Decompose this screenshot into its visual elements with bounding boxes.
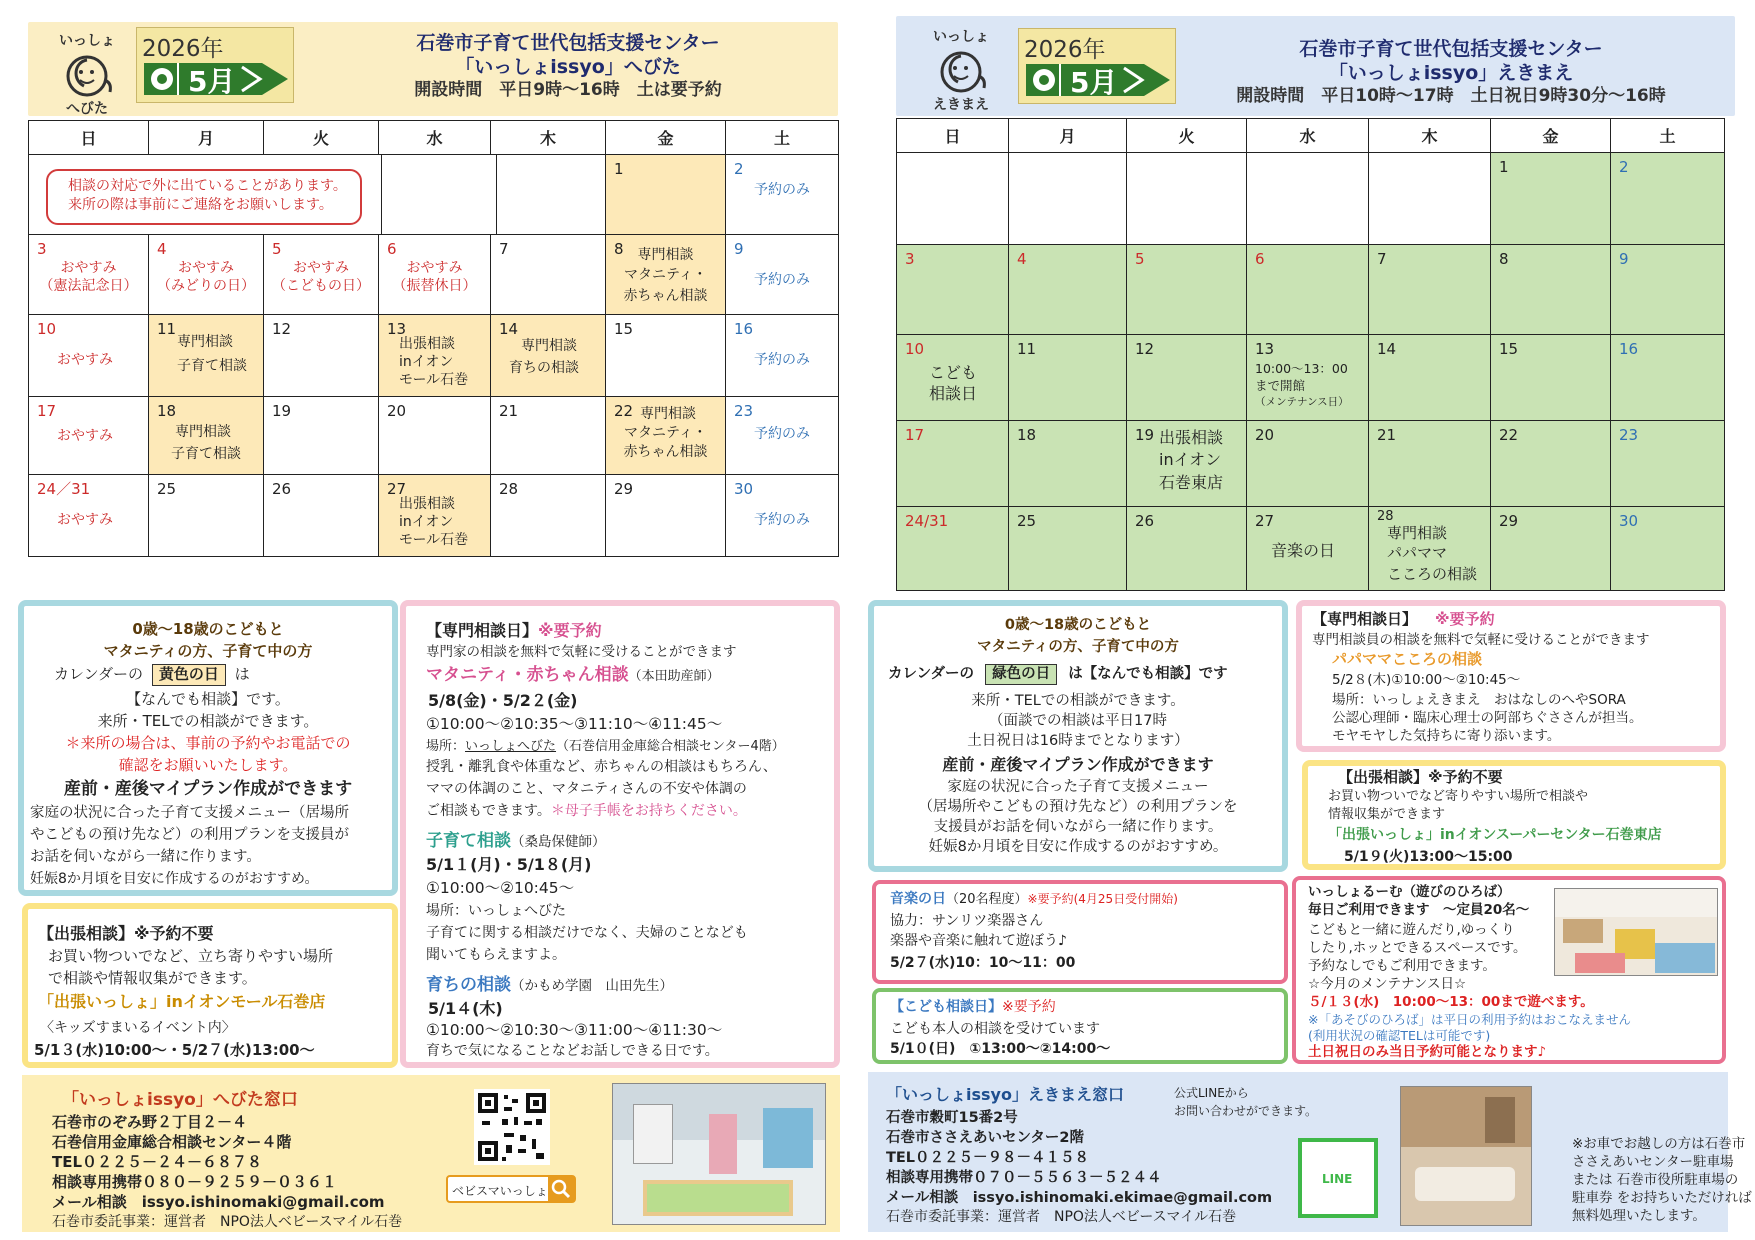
- left-day-23: 23 予約のみ: [726, 397, 839, 475]
- right-title: 石巻市子育て世代包括支援センター 「いっしょissyo」えきまえ 開設時間 平日10時～17時 土日祝日9時30分～16時: [1236, 38, 1666, 106]
- playroom-photo: [1554, 888, 1718, 976]
- search-bar[interactable]: ベビスマいっしょ: [446, 1175, 576, 1203]
- right-day-27: 27 音楽の日: [1247, 507, 1369, 591]
- right-day-28: 28 専門相談 パパママ こころの相談: [1369, 507, 1491, 591]
- right-day-2: 2: [1611, 153, 1725, 245]
- right-empty-cell: [1127, 153, 1247, 245]
- left-qr-code-icon[interactable]: [474, 1089, 550, 1165]
- left-day-28: 28: [491, 475, 606, 557]
- right-day-1: 1: [1491, 153, 1611, 245]
- right-day-20: 20: [1247, 421, 1369, 507]
- left-day-8: 8 専門相談 マタニティ・ 赤ちゃん相談: [606, 235, 726, 315]
- left-day-17: 17 おやすみ: [29, 397, 149, 475]
- green-day-label: 緑色の日: [985, 664, 1057, 685]
- left-notice-cell: [29, 155, 606, 235]
- yellow-day-label: 黄色の日: [152, 664, 226, 686]
- left-day-6: 6 おやすみ （振替休日）: [379, 235, 491, 315]
- right-day-10: 10 こども 相談日: [897, 335, 1009, 421]
- right-logo: いっしょ えきまえ: [933, 29, 989, 113]
- left-day-21: 21: [491, 397, 606, 475]
- right-day-5: 5: [1127, 245, 1247, 335]
- right-day-29: 29: [1491, 507, 1611, 591]
- right-day-12: 12: [1127, 335, 1247, 421]
- right-day-25: 25: [1009, 507, 1127, 591]
- left-special-box: 【専門相談日】※要予約 専門家の相談を無料で気軽に受けることができます マタニティ・赤ちゃん相談（本田助産師） 5/8(金)・5/2２(金) ①10:00～②10:35～③11:10～④11:45～ 場所：いっしょへびた（石巻信用金庫総合相談センター4階） 授乳・離乳食や体重など、赤ちゃんの相談はもちろん、 ママの体調のこと、マタニティさんの不安や体調の ご相談もできます。＊母子手帳をお持ちください。 子育て相談（桑島保健師） 5/1１(月)・5/1８(月) ①10:00～②10:45～ 場所：いっしょへびた 子育てに関する相談だけでなく、夫婦のことなども 聞いてもらえますよ。 育ちの相談（かもめ学園 山田先生） 5/1４(木) ①10:00～②10:30～③11:00～④11:30～ 育ちで気になることなどお話しできる日です。: [400, 600, 840, 1068]
- right-day-13: 13 10:00～13：00 まで開館 （メンテナンス日）: [1247, 335, 1369, 421]
- right-day-4: 4: [1009, 245, 1127, 335]
- right-day-24-31: 24/31: [897, 507, 1009, 591]
- left-header: [28, 22, 838, 116]
- left-day-5: 5 おやすみ （こどもの日）: [264, 235, 379, 315]
- right-month-badge: 2026年 5月: [1018, 28, 1178, 103]
- kids-consultation-box: 【こども相談日】※要予約 こども本人の相談を受けています 5/1０(日) ①13:00～②14:00～: [872, 988, 1288, 1064]
- right-empty-cell: [897, 153, 1009, 245]
- right-day-9: 9: [1611, 245, 1725, 335]
- left-day-4: 4 おやすみ （みどりの日）: [149, 235, 264, 315]
- right-day-22: 22: [1491, 421, 1611, 507]
- right-special-box: 【専門相談日】 ※要予約 専門相談員の相談を無料で気軽に受けることができます パパママこころの相談 5/2８(木)①10:00～②10:45～ 場所：いっしょえきまえ おはなしのへやSORA 公認心理師・臨床心理士の阿部ちぐささんが担当。 モヤモヤした気持ちに寄り添います。: [1296, 600, 1726, 752]
- left-day-24-31: 24／31 おやすみ: [29, 475, 149, 557]
- right-day-8: 8: [1491, 245, 1611, 335]
- left-day-20: 20: [379, 397, 491, 475]
- left-window-panel: 「いっしょissyo」へびた窓口 石巻市のぞみ野２丁目２－４ 石巻信用金庫総合相談センター４階 TEL０２２５－２４－６８７８ 相談専用携帯０８０－９２５９－０３６１ メール相談 issyo.ishinomaki@gmail.com 石巻市委託事業：運営者 NPO法人ベビースマイル石巻 ベビスマいっしょ: [22, 1075, 840, 1232]
- consult-room-photo: [1400, 1086, 1532, 1226]
- left-day-25: 25: [149, 475, 264, 557]
- right-day-23: 23: [1611, 421, 1725, 507]
- left-day-19: 19: [264, 397, 379, 475]
- left-outing-box: 【出張相談】※予約不要 お買い物ついでなど、立ち寄りやすい場所 で相談や情報収集ができます。 「出張いっしょ」inイオンモール石巻店 〈キッズすまいるイベント内〉 5/1３(水)10:00～・5/2７(水)13:00～: [22, 903, 398, 1068]
- right-empty-cell: [1009, 153, 1127, 245]
- right-month-label: 5月: [1070, 66, 1118, 99]
- smile-logo-icon: [932, 46, 990, 98]
- right-day-26: 26: [1127, 507, 1247, 591]
- right-day-11: 11: [1009, 335, 1127, 421]
- music-day-box: 音楽の日（20名程度）※要予約(4月25日受付開始) 協力：サンリツ楽器さん 楽器や音楽に触れて遊ぼう♪ 5/2７(水)10：10～11：00: [872, 880, 1288, 984]
- left-month-label: 5月: [188, 65, 236, 98]
- line-qr-code-icon[interactable]: LINE: [1298, 1138, 1378, 1218]
- left-day-26: 26: [264, 475, 379, 557]
- left-notice-box: 相談の対応で外に出ていることがあります。 来所の際は事前にご連絡をお願いします。: [46, 169, 362, 225]
- right-day-17: 17: [897, 421, 1009, 507]
- left-month-badge: 2026年 5月: [136, 27, 296, 102]
- left-day-12: 12: [264, 315, 379, 397]
- left-day-30: 30 予約のみ: [726, 475, 839, 557]
- right-info-box: 0歳～18歳のこどもと マタニティの方、子育て中の方 カレンダーの 緑色の日 は【なんでも相談】です 来所・TELでの相談ができます。 （面談での相談は平日17時 土日祝日は16時までとなります） 産前・産後マイプラン作成ができます 家庭の状況に合った子育て支援メニュー （居場所やこどもの預け先など）の利用プランを 支援員がお話を伺いながら一緒に作ります。 妊娠8か月頃を目安に作成するのがおすすめ。: [868, 600, 1288, 872]
- left-day-22: 22 専門相談 マタニティ・ 赤ちゃん相談: [606, 397, 726, 475]
- left-calendar: [28, 120, 839, 557]
- left-day-10: 10 おやすみ: [29, 315, 149, 397]
- right-day-15: 15: [1491, 335, 1611, 421]
- right-empty-cell: [1247, 153, 1369, 245]
- right-day-6: 6: [1247, 245, 1369, 335]
- left-weekday-row: 日 月 火 水 木 金 土: [29, 121, 839, 155]
- right-day-21: 21: [1369, 421, 1491, 507]
- left-day-9: 9 予約のみ: [726, 235, 839, 315]
- left-day-13: 13 出張相談 inイオン モール石巻: [379, 315, 491, 397]
- left-title: 石巻市子育て世代包括支援センター 「いっしょissyo」へびた 開設時間 平日9時～16時 土は要予約: [414, 32, 722, 100]
- search-icon[interactable]: [548, 1177, 574, 1201]
- right-header: [896, 16, 1735, 116]
- left-day-3: 3 おやすみ （憲法記念日）: [29, 235, 149, 315]
- left-day-18: 18 専門相談 子育て相談: [149, 397, 264, 475]
- playroom-box: いっしょるーむ（遊びのひろば） 毎日ご利用できます ～定員20名～ こどもと一緒に遊んだり,ゆっくり したり,ホッとできるスペースです。 予約なしでもご利用できます。 ☆今月のメンテナンス日☆ ５/１３(水) 10:00～13：00まで遊べます。 ※「あそびのひろば」は平日の利用予約はおこなえません (利用状況の確認TELは可能です) 土日祝日のみ当日予約可能となります♪: [1292, 876, 1726, 1064]
- right-outing-box: 【出張相談】※予約不要 お買い物ついでなど寄りやすい場所で相談や 情報収集ができます 「出張いっしょ」inイオンスーパーセンター石巻東店 5/1９(火)13:00～15:00: [1302, 760, 1726, 870]
- smile-logo-icon: [58, 50, 116, 102]
- left-day-29: 29: [606, 475, 726, 557]
- right-day-30: 30: [1611, 507, 1725, 591]
- right-calendar: [896, 118, 1725, 591]
- left-day-11: 11 専門相談 子育て相談: [149, 315, 264, 397]
- left-room-photo: [612, 1083, 826, 1225]
- right-window-panel: 「いっしょissyo」えきまえ窓口 公式LINEから お問い合わせができます。 石巻市穀町15番2号 石巻市ささえあいセンター2階 TEL０２２５－９８－４１５８ 相談専用携帯０７０－５５６３－５２４４ メール相談 issyo.ishinomaki.ekimae@gmail.com 石巻市委託事業：運営者 NPO法人ベビースマイル石巻 LINE ※お車でお越しの方は石巻市 ささえあいセンター駐車場 または 石巻市役所駐車場の 駐車券 をお持ちいただければ 無料処理いたします。: [868, 1072, 1728, 1232]
- left-logo: いっしょ へびた: [59, 33, 115, 117]
- left-day-14: 14 専門相談 育ちの相談: [491, 315, 606, 397]
- right-day-14: 14: [1369, 335, 1491, 421]
- right-empty-cell: [1369, 153, 1491, 245]
- left-day-27: 27 出張相談 inイオン モール石巻: [379, 475, 491, 557]
- left-day-15: 15: [606, 315, 726, 397]
- right-day-3: 3: [897, 245, 1009, 335]
- right-day-16: 16: [1611, 335, 1725, 421]
- right-weekday-row: 日 月 火 水 木 金 土: [897, 119, 1725, 153]
- left-info-box: 0歳～18歳のこどもと マタニティの方、子育て中の方 カレンダーの 黄色の日 は 【なんでも相談】です。 来所・TELでの相談ができます。 ＊来所の場合は、事前の予約やお電話での 確認をお願いいたします。 産前・産後マイプラン作成ができます 家庭の状況に合った子育て支援メニュー（居場所 やこどもの預け先など）の利用プランを支援員が お話を伺いながら一緒に作ります。 妊娠8か月頃を目安に作成するのがおすすめ。: [18, 600, 398, 896]
- right-day-19: 19 出張相談 inイオン 石巻東店: [1127, 421, 1247, 507]
- left-day-1: 1: [606, 155, 726, 235]
- left-day-7: 7: [491, 235, 606, 315]
- right-day-18: 18: [1009, 421, 1127, 507]
- right-day-7: 7: [1369, 245, 1491, 335]
- left-day-2: 2 予約のみ: [726, 155, 839, 235]
- left-day-16: 16 予約のみ: [726, 315, 839, 397]
